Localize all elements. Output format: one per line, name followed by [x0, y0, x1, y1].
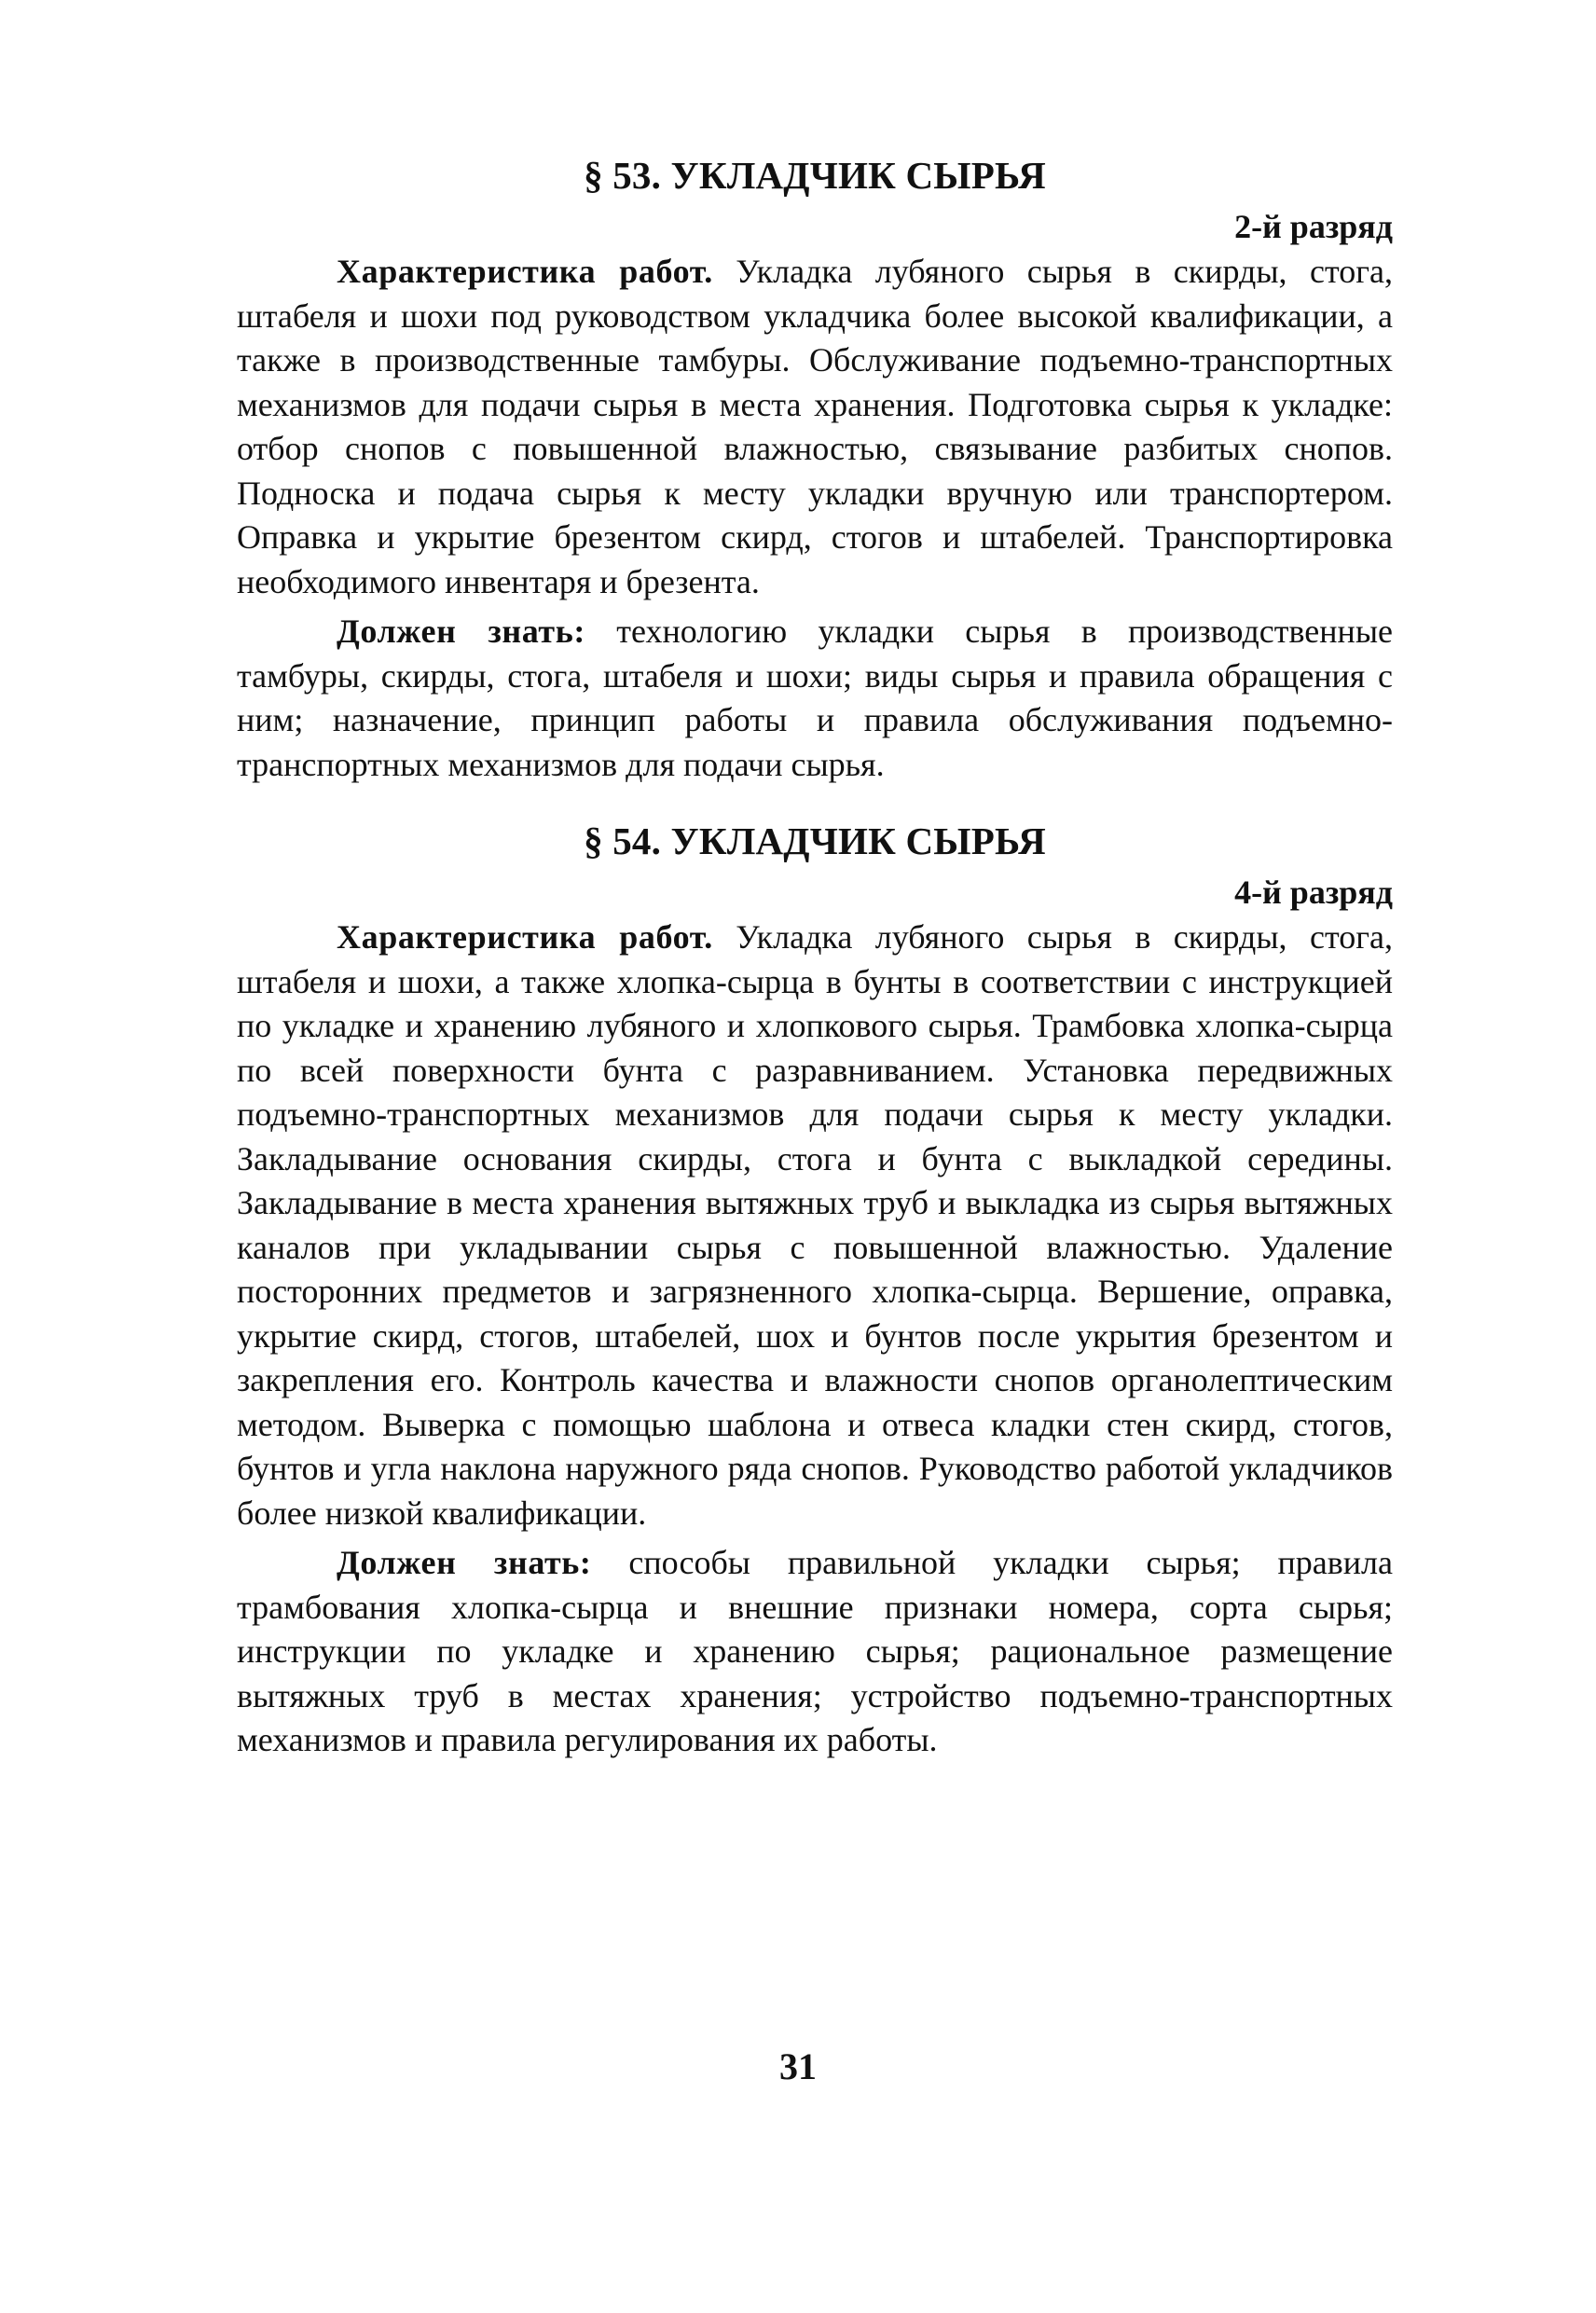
- work-characteristics-paragraph: [237, 916, 1393, 1535]
- work-characteristics-label: Характеристика работ.: [337, 918, 713, 956]
- must-know-text: технологию укладки сырья в производственные тамбуры, скирды, стога, штабеля и шохи; виды сырья и правила обращения с ним; назначение, принцип работы и правила обслуживания подъемно-транспортных механизмов для подачи сырья.: [237, 613, 1393, 783]
- must-know-label: Должен знать:: [337, 1544, 592, 1581]
- must-know-paragraph: [237, 1541, 1393, 1763]
- page-number: 31: [779, 2045, 817, 2087]
- work-characteristics-text: Укладка лубяного сырья в скирды, стога, штабеля и шохи под руководством укладчика более высокой квалификации, а также в производственные тамбуры. Обслуживание подъемно-транспортных механизмов для подачи сырья в места хранения. Подготовка сырья к укладке: отбор снопов с повышенной влажностью, связывание разбитых снопов. Подноска и подача сырья к месту укладки вручную или транспортером. Оправка и укрытие брезентом скирд, стогов и штабелей. Транспортировка необходимого инвентаря и брезента.: [237, 253, 1393, 600]
- section-54: [237, 815, 1393, 1763]
- section-heading: § 54. УКЛАДЧИК СЫРЬЯ: [584, 819, 1046, 862]
- grade-label: 4-й разряд: [1234, 874, 1393, 911]
- must-know-paragraph: [237, 610, 1393, 787]
- must-know-text: способы правильной укладки сырья; правила трамбования хлопка-сырца и внешние признаки номера, сорта сырья; инструкции по укладке и хранению сырья; рациональное размещение вытяжных труб в местах хранения; устройство подъемно-транспортных механизмов и правила регулирования их работы.: [237, 1544, 1393, 1758]
- grade-label: 2-й разряд: [1234, 208, 1393, 245]
- must-know-label: Должен знать:: [337, 613, 585, 650]
- work-characteristics-label: Характеристика работ.: [337, 253, 713, 290]
- section-heading: § 53. УКЛАДЧИК СЫРЬЯ: [584, 154, 1046, 197]
- work-characteristics-text: Укладка лубяного сырья в скирды, стога, штабеля и шохи, а также хлопка-сырца в бунты в соответствии с инструкцией по укладке и хранению лубяного и хлопкового сырья. Трамбовка хлопка-сырца по всей поверхности бунта с разравниванием. Установка передвижных подъемно-транспортных механизмов для подачи сырья к месту укладки. Закладывание основания скирды, стога и бунта с выкладкой середины. Закладывание в места хранения вытяжных труб и выкладка из сырья вытяжных каналов при укладывании сырья с повышенной влажностью. Удаление посторонних предметов и загрязненного хлопка-сырца. Вершение, оправка, укрытие скирд, стогов, штабелей, шох и бунтов после укрытия брезентом и закрепления его. Контроль качества и влажности снопов органолептическим методом. Выверка с помощью шаблона и отвеса кладки стен скирд, стогов, бунтов и угла наклона наружного ряда снопов. Руководство работой укладчиков более низкой квалификации.: [237, 918, 1393, 1532]
- page-content: [237, 149, 1393, 1769]
- work-characteristics-paragraph: [237, 250, 1393, 604]
- section-53: [237, 149, 1393, 787]
